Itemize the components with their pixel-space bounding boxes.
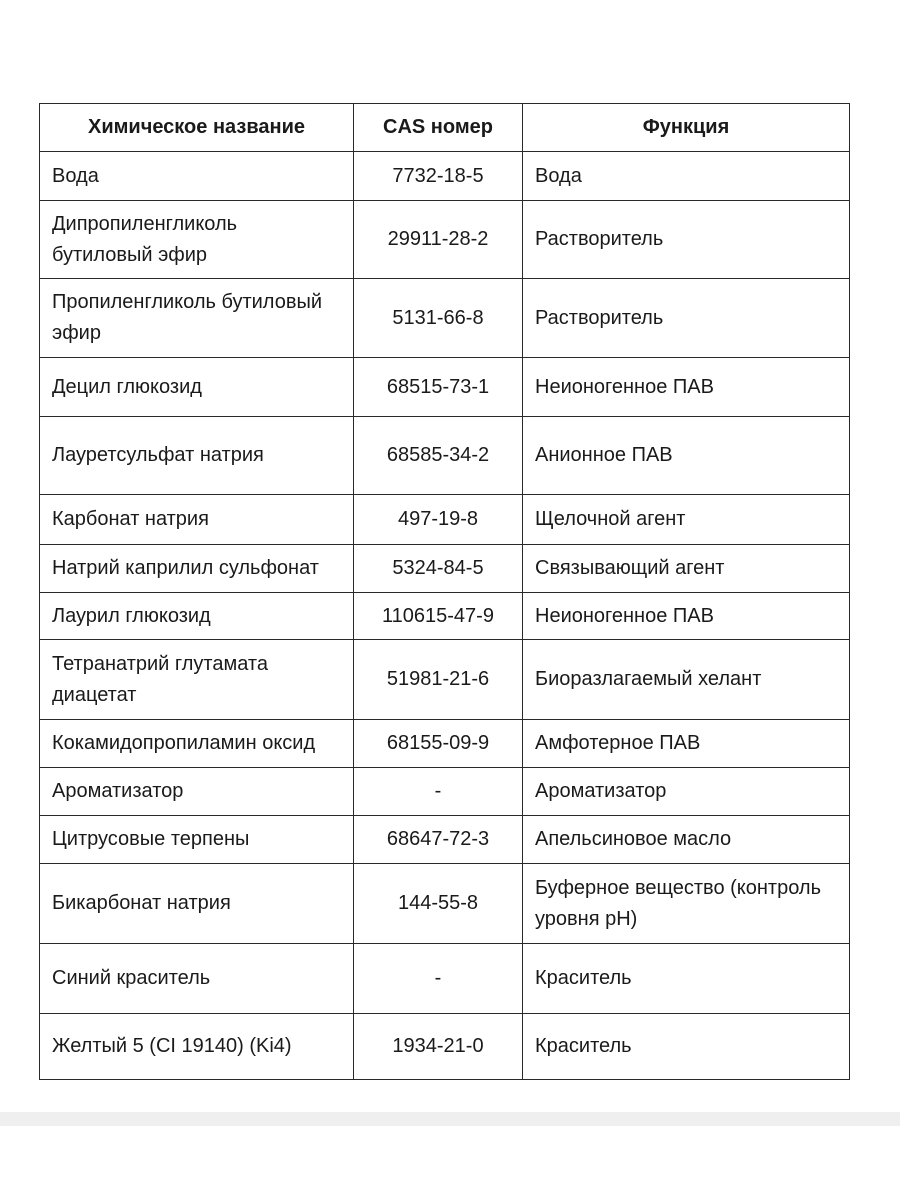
- table-row: [40, 201, 850, 279]
- cell-function: Амфотерное ПАВ: [523, 720, 850, 768]
- cell-chemical-name: Ароматизатор: [40, 768, 354, 816]
- table-row: [40, 358, 850, 417]
- cell-cas-number: 68155-09-9: [354, 720, 523, 768]
- cell-function: Неионогенное ПАВ: [523, 358, 850, 417]
- cell-function: Апельсиновое масло: [523, 816, 850, 864]
- table-row: [40, 720, 850, 768]
- page-bottom-band: [0, 1112, 900, 1126]
- cell-function: Растворитель: [523, 279, 850, 358]
- cell-chemical-name: Натрий каприлил сульфонат: [40, 545, 354, 593]
- cell-cas-number: 1934-21-0: [354, 1014, 523, 1080]
- cell-chemical-name: Желтый 5 (CI 19140) (Ki4): [40, 1014, 354, 1080]
- cell-chemical-name: Тетранатрий глутамата диацетат: [40, 640, 354, 720]
- cell-chemical-name: Карбонат натрия: [40, 495, 354, 545]
- cell-cas-number: 5324-84-5: [354, 545, 523, 593]
- cell-cas-number: 29911-28-2: [354, 201, 523, 279]
- cell-cas-number: 7732-18-5: [354, 152, 523, 201]
- cell-chemical-name: Лаурил глюкозид: [40, 593, 354, 640]
- header-cas-number: CAS номер: [354, 104, 523, 152]
- cell-chemical-name: Дипропиленгликоль бутиловый эфир: [40, 201, 354, 279]
- header-function: Функция: [523, 104, 850, 152]
- cell-cas-number: -: [354, 768, 523, 816]
- cell-chemical-name: Пропиленгликоль бутиловый эфир: [40, 279, 354, 358]
- cell-function: Краситель: [523, 944, 850, 1014]
- cell-function: Ароматизатор: [523, 768, 850, 816]
- table-row: [40, 1014, 850, 1080]
- cell-function: Вода: [523, 152, 850, 201]
- cell-cas-number: 497-19-8: [354, 495, 523, 545]
- cell-cas-number: 5131-66-8: [354, 279, 523, 358]
- cell-cas-number: 110615-47-9: [354, 593, 523, 640]
- cell-cas-number: 51981-21-6: [354, 640, 523, 720]
- table-row: [40, 545, 850, 593]
- cell-cas-number: 68647-72-3: [354, 816, 523, 864]
- cell-chemical-name: Кокамидопропиламин оксид: [40, 720, 354, 768]
- table-row: [40, 864, 850, 944]
- cell-chemical-name: Цитрусовые терпены: [40, 816, 354, 864]
- cell-function: Буферное вещество (контроль уровня pH): [523, 864, 850, 944]
- cell-function: Связывающий агент: [523, 545, 850, 593]
- cell-chemical-name: Лауретсульфат натрия: [40, 417, 354, 495]
- table-row: [40, 495, 850, 545]
- table-row: [40, 816, 850, 864]
- table-row: [40, 152, 850, 201]
- cell-function: Краситель: [523, 1014, 850, 1080]
- cell-function: Растворитель: [523, 201, 850, 279]
- cell-chemical-name: Децил глюкозид: [40, 358, 354, 417]
- table-row: [40, 944, 850, 1014]
- cell-function: Анионное ПАВ: [523, 417, 850, 495]
- cell-chemical-name: Синий краситель: [40, 944, 354, 1014]
- table-row: [40, 640, 850, 720]
- cell-cas-number: 68515-73-1: [354, 358, 523, 417]
- cell-cas-number: -: [354, 944, 523, 1014]
- table-row: [40, 593, 850, 640]
- table-row: [40, 417, 850, 495]
- cell-cas-number: 68585-34-2: [354, 417, 523, 495]
- cell-chemical-name: Вода: [40, 152, 354, 201]
- table-row: [40, 768, 850, 816]
- cell-cas-number: 144-55-8: [354, 864, 523, 944]
- cell-function: Неионогенное ПАВ: [523, 593, 850, 640]
- ingredients-table: [39, 103, 850, 1080]
- table-row: [40, 279, 850, 358]
- cell-function: Биоразлагаемый хелант: [523, 640, 850, 720]
- header-chemical-name: Химическое название: [40, 104, 354, 152]
- table-header-row: [40, 104, 850, 152]
- cell-chemical-name: Бикарбонат натрия: [40, 864, 354, 944]
- cell-function: Щелочной агент: [523, 495, 850, 545]
